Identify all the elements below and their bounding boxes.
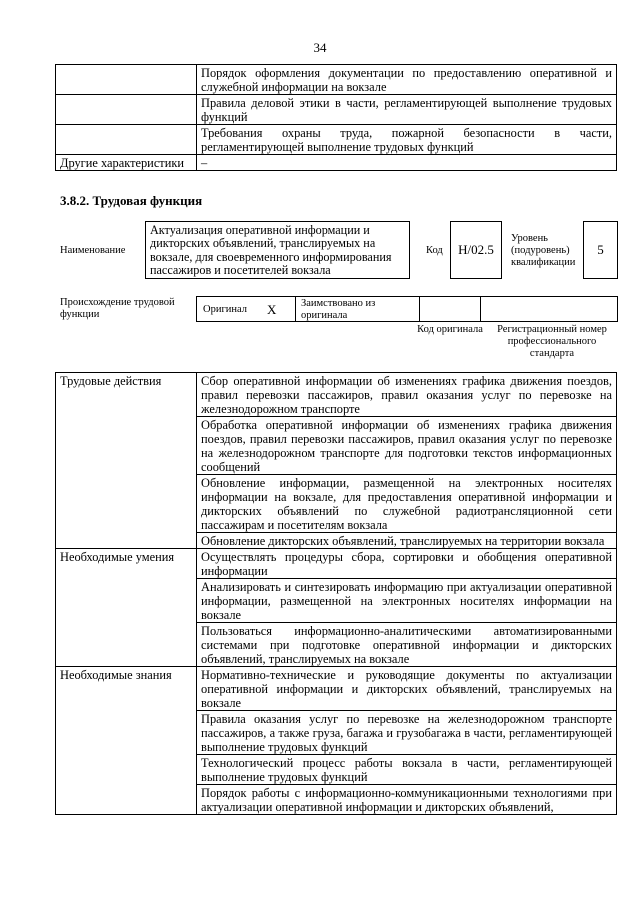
list-item: Пользоваться информационно-аналитическими автоматизированными системами при подготовке оперативной информации и дикторских объявлений, транслируемых на вокзале [197, 623, 617, 667]
function-details-table [55, 372, 617, 815]
group-label-skills: Необходимые умения [56, 549, 197, 667]
row-label [56, 125, 197, 155]
code-caption: Код оригинала [417, 324, 483, 335]
top-knowledge-table [55, 64, 617, 171]
page-number: 34 [313, 40, 327, 55]
table-row [56, 667, 617, 711]
list-item: Порядок работы с информационно-коммуникационными технологиями при актуализации оперативной информации и дикторских объявлений, [197, 785, 617, 815]
section-title: 3.8.2. Трудовая функция [60, 193, 203, 208]
level-label: Уровень (подуровень) квалификации [511, 233, 576, 268]
table-row [56, 95, 617, 125]
list-item: Правила оказания услуг по перевозке на железнодорожном транспорте пассажиров, а также груза, багажа и грузобагажа в части, регламентирующей выполнение трудовых функций [197, 711, 617, 755]
table-row [56, 125, 617, 155]
row-text: Порядок оформления документации по предоставлению оперативной и служебной информации на вокзале [197, 65, 617, 95]
original-label: Оригинал [203, 304, 247, 315]
row-text: Требования охраны труда, пожарной безопасности в части, регламентирующей выполнение трудовых функций [197, 125, 617, 155]
borrowed-box [295, 296, 420, 322]
function-name: Актуализация оперативной информации и дикторских объявлений, транслируемых на вокзале, для своевременного информирования пассажиров и посетителей вокзала [150, 223, 392, 278]
table-row [56, 65, 617, 95]
table-row [56, 373, 617, 417]
borrowed-label: Заимствовано из оригинала [301, 298, 376, 321]
original-code-box [419, 296, 481, 322]
original-box [196, 296, 296, 322]
function-name-box [145, 221, 410, 279]
list-item: Обновление дикторских объявлений, транслируемых на территории вокзала [197, 533, 617, 549]
level-value: 5 [597, 242, 604, 257]
code-label: Код [426, 245, 443, 256]
row-label [56, 95, 197, 125]
table-row [56, 549, 617, 579]
list-item: Обработка оперативной информации об изменениях графика движения поездов, правил перевозки пассажиров, правил оказания услуг по перевозке на железнодорожном транспорте для подготовки текстов информационных сообщений [197, 417, 617, 475]
group-label-knowledge: Необходимые знания [56, 667, 197, 815]
other-characteristics-value: – [197, 155, 617, 171]
list-item: Сбор оперативной информации об изменениях графика движения поездов, правил перевозки пассажиров, правил оказания услуг по перевозке на железнодорожном транспорте [197, 373, 617, 417]
original-mark: X [267, 302, 277, 317]
code-box [450, 221, 502, 279]
other-characteristics-label: Другие характеристики [56, 155, 197, 171]
row-label [56, 65, 197, 95]
code-value: Н/02.5 [458, 242, 494, 257]
list-item: Нормативно-технические и руководящие документы по актуализации оперативной информации и дикторских объявлений, транслируемых на вокзале [197, 667, 617, 711]
reg-caption: Регистрационный номер профессионального стандарта [497, 324, 607, 359]
name-label: Наименование [60, 245, 126, 256]
list-item: Анализировать и синтезировать информацию при актуализации оперативной информации, размещенной на электронных носителях информации на вокзале [197, 579, 617, 623]
table-row [56, 155, 617, 171]
list-item: Обновление информации, размещенной на электронных носителях информации на вокзале, для предоставления оперативной информации и дикторских объявлений по служебной радиотрансляционной сети пассажирам и посетителям вокзала [197, 475, 617, 533]
level-box [583, 221, 618, 279]
group-label-actions: Трудовые действия [56, 373, 197, 549]
row-text: Правила деловой этики в части, регламентирующей выполнение трудовых функций [197, 95, 617, 125]
origin-label: Происхождение трудовой функции [60, 297, 175, 320]
list-item: Технологический процесс работы вокзала в части, регламентирующей выполнение трудовых функций [197, 755, 617, 785]
list-item: Осуществлять процедуры сбора, сортировки и обобщения оперативной информации [197, 549, 617, 579]
reg-number-box [480, 296, 618, 322]
